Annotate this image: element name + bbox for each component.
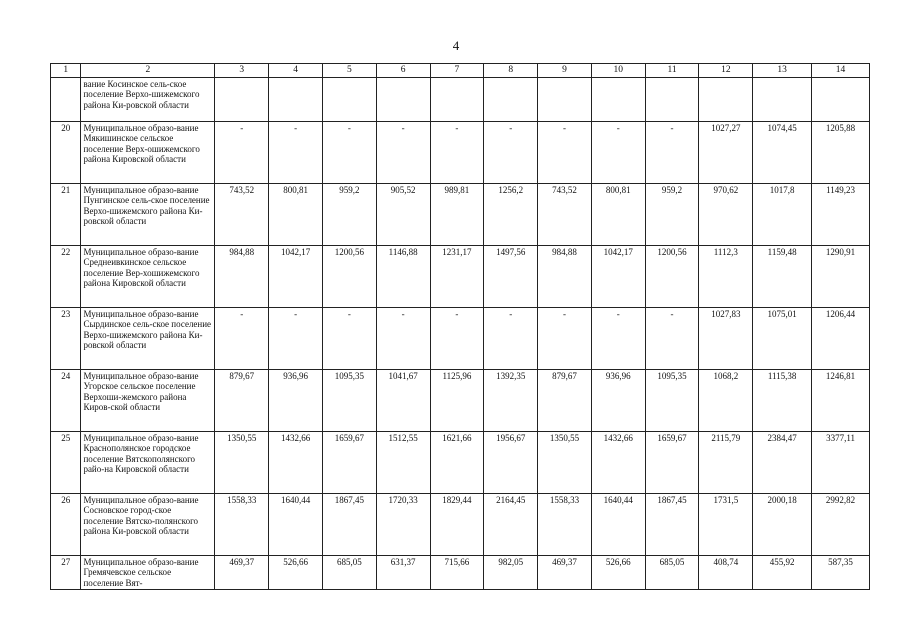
value-cell: -	[430, 121, 484, 183]
row-number	[51, 77, 81, 121]
value-cell: 1068,2	[699, 369, 753, 431]
value-cell: 3377,11	[812, 431, 870, 493]
value-cell: 1205,88	[812, 121, 870, 183]
row-number: 24	[51, 369, 81, 431]
value-cell: -	[645, 121, 699, 183]
municipality-name: Муниципальное образо-вание Мякишинское сельское поселение Верх-ошижемского района Кировской области	[81, 121, 215, 183]
value-cell: 1350,55	[538, 431, 592, 493]
value-cell: 1206,44	[812, 307, 870, 369]
value-cell: 984,88	[538, 245, 592, 307]
value-cell: 469,37	[215, 555, 269, 590]
value-cell: 1042,17	[591, 245, 645, 307]
value-cell: 1867,45	[322, 493, 376, 555]
value-cell: 1075,01	[753, 307, 812, 369]
value-cell: 715,66	[430, 555, 484, 590]
value-cell: 1146,88	[376, 245, 430, 307]
value-cell: 743,52	[215, 183, 269, 245]
table-row	[51, 121, 870, 183]
value-cell: 1867,45	[645, 493, 699, 555]
value-cell: 800,81	[269, 183, 323, 245]
municipality-name: Муниципальное образо-вание Краснополянское городское поселение Вятскополянского райо-на Кировской области	[81, 431, 215, 493]
value-cell	[376, 77, 430, 121]
page-number: 4	[452, 38, 460, 53]
row-number: 22	[51, 245, 81, 307]
value-cell	[645, 77, 699, 121]
value-cell: -	[484, 121, 538, 183]
value-cell: 1027,83	[699, 307, 753, 369]
column-header: 12	[699, 64, 753, 78]
value-cell	[430, 77, 484, 121]
value-cell: 989,81	[430, 183, 484, 245]
value-cell: -	[430, 307, 484, 369]
value-cell: 1125,96	[430, 369, 484, 431]
value-cell: -	[269, 307, 323, 369]
value-cell: 879,67	[215, 369, 269, 431]
value-cell: -	[645, 307, 699, 369]
value-cell: 1112,3	[699, 245, 753, 307]
table-row	[51, 245, 870, 307]
column-header: 14	[812, 64, 870, 78]
column-header: 9	[538, 64, 592, 78]
value-cell: -	[591, 121, 645, 183]
value-cell: 1290,91	[812, 245, 870, 307]
value-cell: 1200,56	[645, 245, 699, 307]
value-cell	[753, 77, 812, 121]
value-cell: 1350,55	[215, 431, 269, 493]
value-cell: 1731,5	[699, 493, 753, 555]
value-cell: 1115,38	[753, 369, 812, 431]
value-cell: 1558,33	[215, 493, 269, 555]
row-number: 21	[51, 183, 81, 245]
value-cell: 2000,18	[753, 493, 812, 555]
municipality-name: Муниципальное образо-вание Пунгинское сель-ское поселение Верхо-шижемского района Ки-ровской области	[81, 183, 215, 245]
value-cell: 1231,17	[430, 245, 484, 307]
row-number: 20	[51, 121, 81, 183]
value-cell: 1512,55	[376, 431, 430, 493]
value-cell: 743,52	[538, 183, 592, 245]
value-cell: 408,74	[699, 555, 753, 590]
value-cell: 1659,67	[322, 431, 376, 493]
value-cell: 1659,67	[645, 431, 699, 493]
table-row	[51, 307, 870, 369]
column-header: 5	[322, 64, 376, 78]
column-header: 8	[484, 64, 538, 78]
municipality-name: Муниципальное образо-вание Угорское сельское поселение Верхоши-жемского района Киров-ской области	[81, 369, 215, 431]
column-header: 2	[81, 64, 215, 78]
value-cell: 1497,56	[484, 245, 538, 307]
value-cell: 1621,66	[430, 431, 484, 493]
municipality-name: вание Косинское сель-ское поселение Верхо-шижемского района Ки-ровской области	[81, 77, 215, 121]
table-row	[51, 183, 870, 245]
value-cell: 1074,45	[753, 121, 812, 183]
municipality-name: Муниципальное образо-вание Сосновское город-ское поселение Вятско-полянского района Ки-ровской области	[81, 493, 215, 555]
value-cell: 970,62	[699, 183, 753, 245]
value-cell: -	[215, 121, 269, 183]
value-cell: 1432,66	[591, 431, 645, 493]
value-cell: 1095,35	[322, 369, 376, 431]
value-cell	[484, 77, 538, 121]
value-cell: 1149,23	[812, 183, 870, 245]
column-header: 3	[215, 64, 269, 78]
value-cell: -	[591, 307, 645, 369]
value-cell	[591, 77, 645, 121]
value-cell: 879,67	[538, 369, 592, 431]
value-cell: 984,88	[215, 245, 269, 307]
value-cell: 1200,56	[322, 245, 376, 307]
value-cell: 685,05	[322, 555, 376, 590]
value-cell: 2115,79	[699, 431, 753, 493]
value-cell: -	[376, 121, 430, 183]
value-cell: 631,37	[376, 555, 430, 590]
value-cell	[538, 77, 592, 121]
table-row	[51, 555, 870, 590]
value-cell	[269, 77, 323, 121]
table-body	[51, 64, 870, 590]
value-cell: 587,35	[812, 555, 870, 590]
value-cell: 455,92	[753, 555, 812, 590]
value-cell: -	[322, 121, 376, 183]
value-cell: 1256,2	[484, 183, 538, 245]
table-row	[51, 431, 870, 493]
tariff-table	[50, 63, 870, 590]
value-cell: 1956,67	[484, 431, 538, 493]
column-header: 13	[753, 64, 812, 78]
value-cell: 1095,35	[645, 369, 699, 431]
value-cell: -	[269, 121, 323, 183]
value-cell: -	[376, 307, 430, 369]
value-cell	[215, 77, 269, 121]
value-cell: -	[215, 307, 269, 369]
value-cell: 1829,44	[430, 493, 484, 555]
value-cell: 1017,8	[753, 183, 812, 245]
value-cell: 936,96	[591, 369, 645, 431]
column-header: 11	[645, 64, 699, 78]
municipality-name: Муниципальное образо-вание Среднеивкинское сельское поселение Вер-хошижемского района Кировской области	[81, 245, 215, 307]
value-cell	[699, 77, 753, 121]
value-cell: 959,2	[645, 183, 699, 245]
municipality-name: Муниципальное образо-вание Гремячевское сельское поселение Вят-	[81, 555, 215, 590]
value-cell: 936,96	[269, 369, 323, 431]
value-cell: 685,05	[645, 555, 699, 590]
column-header: 7	[430, 64, 484, 78]
value-cell: 1042,17	[269, 245, 323, 307]
value-cell: -	[322, 307, 376, 369]
row-number: 25	[51, 431, 81, 493]
value-cell: 905,52	[376, 183, 430, 245]
value-cell: -	[484, 307, 538, 369]
value-cell: 2384,47	[753, 431, 812, 493]
municipality-name: Муниципальное образо-вание Сырдинское сель-ское поселение Верхо-шижемского района Ки-ровской области	[81, 307, 215, 369]
value-cell: 2164,45	[484, 493, 538, 555]
value-cell: 526,66	[269, 555, 323, 590]
value-cell: 800,81	[591, 183, 645, 245]
value-cell: 1720,33	[376, 493, 430, 555]
column-header: 1	[51, 64, 81, 78]
value-cell	[322, 77, 376, 121]
value-cell: 1027,27	[699, 121, 753, 183]
table-row	[51, 77, 870, 121]
value-cell: -	[538, 121, 592, 183]
row-number: 27	[51, 555, 81, 590]
row-number: 26	[51, 493, 81, 555]
column-header: 10	[591, 64, 645, 78]
value-cell: 1640,44	[591, 493, 645, 555]
table-header-row	[51, 64, 870, 78]
table-row	[51, 493, 870, 555]
table-row	[51, 369, 870, 431]
value-cell: 982,05	[484, 555, 538, 590]
value-cell: -	[538, 307, 592, 369]
column-header: 4	[269, 64, 323, 78]
value-cell: 526,66	[591, 555, 645, 590]
value-cell: 1640,44	[269, 493, 323, 555]
column-header: 6	[376, 64, 430, 78]
value-cell: 1041,67	[376, 369, 430, 431]
value-cell: 1159,48	[753, 245, 812, 307]
value-cell: 1432,66	[269, 431, 323, 493]
value-cell: 1392,35	[484, 369, 538, 431]
value-cell: 1246,81	[812, 369, 870, 431]
row-number: 23	[51, 307, 81, 369]
value-cell: 1558,33	[538, 493, 592, 555]
value-cell: 2992,82	[812, 493, 870, 555]
value-cell: 469,37	[538, 555, 592, 590]
value-cell: 959,2	[322, 183, 376, 245]
value-cell	[812, 77, 870, 121]
